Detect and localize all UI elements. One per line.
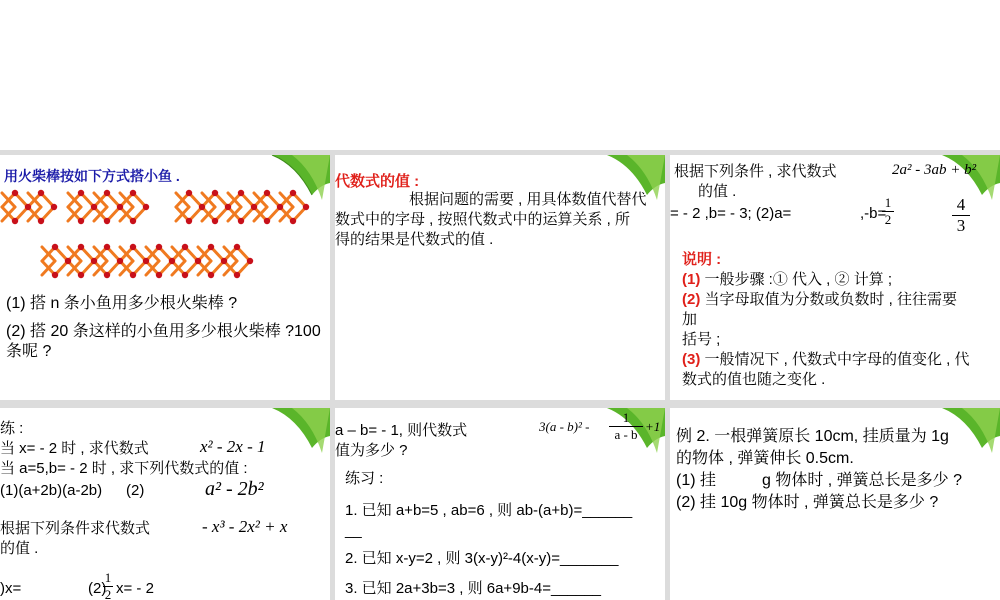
- note-title: 说明 :: [682, 251, 722, 268]
- spring-question-2: (2) 挂 10g 物体时 , 弹簧总长是多少 ?: [676, 494, 939, 511]
- expression-a2-2b2: a² - 2b²: [205, 478, 264, 500]
- exercise-1-cont: __: [345, 522, 362, 539]
- example-intro: 根据下列条件 , 求代数式: [674, 163, 837, 180]
- note-1: (1) 一般步骤 :① 代入 , ② 计算 ;: [682, 271, 893, 288]
- slide-title: 用火柴棒按如下方式搭小鱼 .: [4, 168, 180, 184]
- note-2-cont-2: 括号 ;: [682, 331, 721, 348]
- expression-plus-1: +1: [645, 419, 661, 434]
- practice-cond-2-label: (2): [88, 580, 107, 597]
- definition-line-2: 数式中的字母 , 按照代数式中的运算关系 , 所: [335, 211, 631, 228]
- fraction-half: $\frac{1}{2}$: [104, 570, 112, 600]
- slide-matchstick-fish[interactable]: [0, 155, 330, 400]
- practice-cond-1: )x=: [0, 580, 22, 597]
- matchstick-fish-icon: [0, 185, 330, 280]
- exercise-label: 练习 :: [345, 470, 384, 487]
- question-2-cont: 条呢 ?: [6, 343, 52, 360]
- slide-definition[interactable]: [335, 155, 665, 400]
- expression-cubic: - x³ - 2x² + x: [202, 517, 288, 536]
- fraction-half: $\frac{1}{2}$: [882, 195, 894, 228]
- spring-question-1-label: (1) 挂: [676, 472, 717, 489]
- expression-2a2-3ab-b2: 2a² - 3ab + b²: [892, 162, 977, 178]
- note-2-cont: 加: [682, 311, 698, 328]
- definition-line-1: 根据问题的需要 , 用具体数值代替代: [409, 191, 647, 208]
- exercise-1: 1. 已知 a+b=5 , ab=6 , 则 ab-(a+b)=______: [345, 502, 633, 519]
- slide-spring-example[interactable]: [670, 408, 1000, 600]
- practice-line-3: 根据下列条件求代数式: [0, 520, 151, 537]
- fraction-four-thirds: $\frac{4}{3}$: [952, 195, 970, 236]
- spring-question-1: g 物体时 , 弹簧总长是多少 ?: [762, 472, 963, 489]
- slide-example-evaluate[interactable]: [670, 155, 1000, 400]
- practice-label: 练 :: [0, 420, 24, 437]
- exercise-3: 3. 已知 2a+3b=3 , 则 6a+9b-4=______: [345, 580, 602, 597]
- practice-line-2: 当 a=5,b= - 2 时 , 求下列代数式的值 :: [0, 460, 248, 477]
- definition-line-3: 得的结果是代数式的值 .: [335, 231, 494, 248]
- note-3: (3) 一般情况下 , 代数式中字母的值变化 , 代: [682, 351, 970, 368]
- question-2: (2) 搭 20 条这样的小鱼用多少根火柴棒 ?100: [6, 323, 321, 340]
- separator-middle: [0, 400, 1000, 408]
- practice-item-2: (2): [126, 482, 145, 499]
- question-1: (1) 搭 n 条小鱼用多少根火柴棒 ?: [6, 295, 238, 312]
- note-2: (2) 当字母取值为分数或负数时 , 往往需要: [682, 291, 958, 308]
- definition-title: 代数式的值 :: [335, 173, 420, 190]
- practice-question: 值为多少 ?: [335, 442, 408, 459]
- example-value-word: 的值 .: [698, 183, 737, 200]
- expression-x2-2x-1: x² - 2x - 1: [200, 437, 266, 456]
- note-3-cont: 数式的值也随之变化 .: [682, 371, 826, 388]
- example-condition-b: ,-b=: [860, 205, 887, 222]
- spring-line-2: 的物体 , 弹簧伸长 0.5cm.: [676, 450, 854, 467]
- exercise-2: 2. 已知 x-y=2 , 则 3(x-y)²-4(x-y)=_______: [345, 550, 619, 567]
- expression-3ab2: 3(a - b)² -: [539, 419, 590, 434]
- practice-line-1: 当 x= - 2 时 , 求代数式: [0, 440, 149, 457]
- spring-line-1: 例 2. 一根弹簧原长 10cm, 挂质量为 1g: [676, 428, 949, 445]
- example-condition: = - 2 ,b= - 3; (2)a=: [670, 205, 792, 222]
- practice-stem: a – b= - 1, 则代数式: [335, 422, 468, 439]
- practice-item-1: (1)(a+2b)(a-2b): [0, 482, 103, 499]
- practice-cond-2: x= - 2: [116, 580, 154, 597]
- slide-practice-2[interactable]: [335, 408, 665, 600]
- slide-practice-1[interactable]: [0, 408, 330, 600]
- practice-value-word: 的值 .: [0, 540, 39, 557]
- fraction-1-over-ab: $\frac{1}{a - b}$: [609, 410, 643, 443]
